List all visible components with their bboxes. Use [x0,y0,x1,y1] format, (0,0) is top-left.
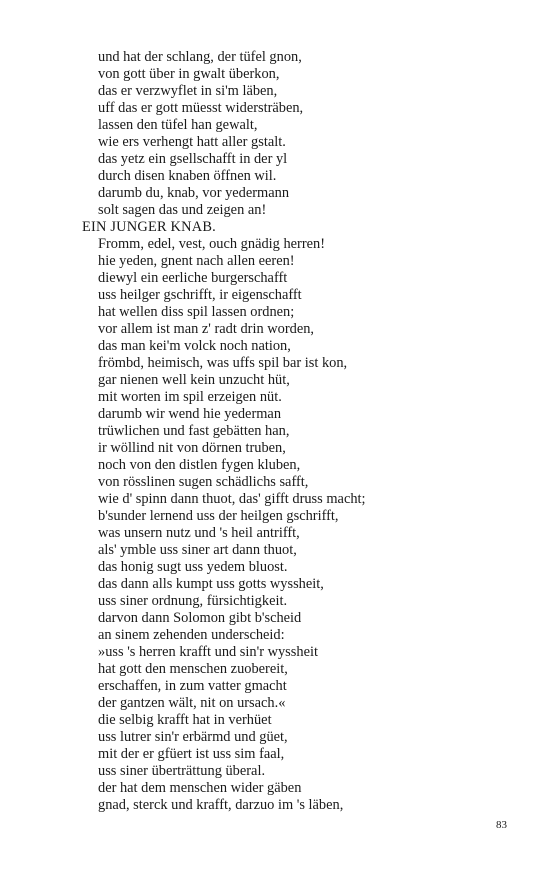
speaker-heading: EIN JUNGER KNAB. [82,219,216,235]
verse-line: was unsern nutz und 's heil antrifft, [98,525,300,541]
verse-line: solt sagen das und zeigen an! [98,202,267,218]
verse-line: und hat der schlang, der tüfel gnon, [98,49,302,65]
verse-line: darvon dann Solomon gibt b'scheid [98,610,302,626]
verse-line: gnad, sterck und krafft, darzuo im 's läben, [98,797,344,813]
verse-line: uss siner ordnung, fürsichtigkeit. [98,593,288,609]
verse-line: uss heilger gschrifft, ir eigenschafft [98,287,302,303]
verse-line: lassen den tüfel han gewalt, [98,117,258,133]
verse-line: die selbig krafft hat in verhüet [98,712,272,728]
verse-line: durch disen knaben öffnen wil. [98,168,277,184]
verse-line: das yetz ein gsellschafft in der yl [98,151,288,167]
verse-line: wie ers verhengt hatt aller gstalt. [98,134,286,150]
verse-line: als' ymble uss siner art dann thuot, [98,542,297,558]
verse-line: von rösslinen sugen schädlichs safft, [98,474,309,490]
verse-line: uss lutrer sin'r erbärmd und güet, [98,729,288,745]
verse-line: noch von den distlen fygen kluben, [98,457,301,473]
verse-line: ir wöllind nit von dörnen truben, [98,440,286,456]
verse-line: der gantzen wält, nit on ursach.« [98,695,286,711]
verse-line: vor allem ist man z' radt drin worden, [98,321,314,337]
verse-line: darumb wir wend hie yederman [98,406,282,422]
verse-line: hat wellen diss spil lassen ordnen; [98,304,295,320]
verse-line: der hat dem menschen wider gäben [98,780,302,796]
verse-line: diewyl ein eerliche burgerschafft [98,270,288,286]
verse-line: das man kei'm volck noch nation, [98,338,291,354]
verse-line: an sinem zehenden underscheid: [98,627,285,643]
verse-line: »uss 's herren krafft und sin'r wyssheit [98,644,318,660]
verse-line: uff das er gott müesst widersträben, [98,100,304,116]
verse-line: Fromm, edel, vest, ouch gnädig herren! [98,236,325,252]
page-number: 83 [496,819,507,831]
verse-line: wie d' spinn dann thuot, das' gifft druss macht; [98,491,366,507]
verse-line: das honig sugt uss yedem bluost. [98,559,288,575]
verse-line: frömbd, heimisch, was uffs spil bar ist kon, [98,355,348,371]
verse-line: uss siner überträttung überal. [98,763,266,779]
verse-line: erschaffen, in zum vatter gmacht [98,678,287,694]
verse-line: gar nienen well kein unzucht hüt, [98,372,290,388]
verse-line: trüwlichen und fast gebätten han, [98,423,290,439]
verse-line: von gott über in gwalt überkon, [98,66,280,82]
verse-line: das er verzwyflet in si'm läben, [98,83,278,99]
verse-line: darumb du, knab, vor yedermann [98,185,290,201]
verse-line: mit worten im spil erzeigen nüt. [98,389,282,405]
verse-line: hie yeden, gnent nach allen eeren! [98,253,295,269]
verse-line: hat gott den menschen zuobereit, [98,661,288,677]
verse-line: b'sunder lernend uss der heilgen gschrifft, [98,508,339,524]
verse-line: das dann alls kumpt uss gotts wyssheit, [98,576,324,592]
verse-text [0,49,550,814]
verse-line: mit der er gfüert ist uss sim faal, [98,746,285,762]
